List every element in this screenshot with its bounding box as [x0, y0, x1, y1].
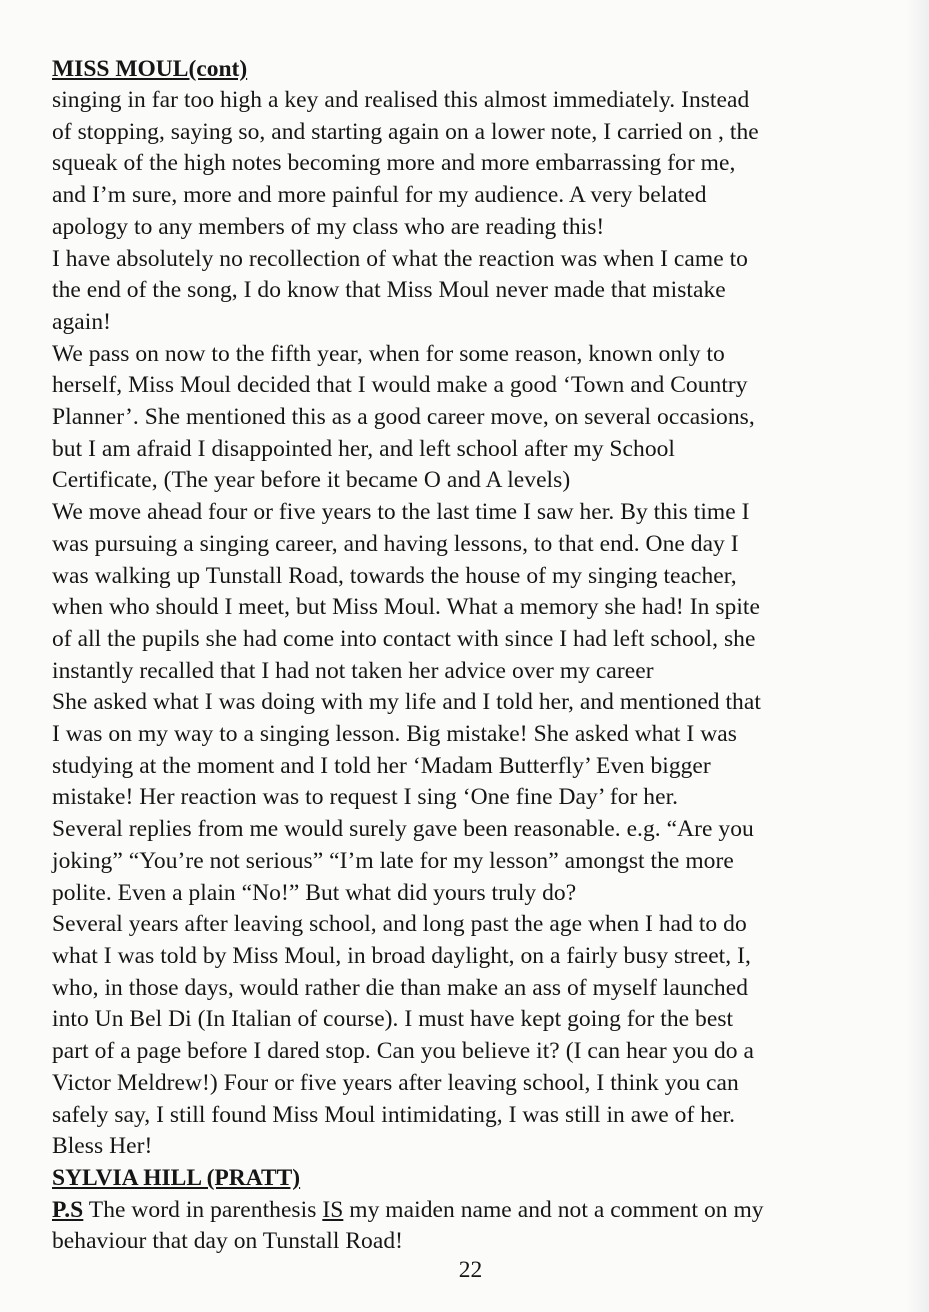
text-line: Planner’. She mentioned this as a good career move, on several occasions, [52, 404, 755, 431]
text-line: apology to any members of my class who are reading this! [52, 213, 605, 240]
postscript-text-after: my maiden name and not a comment on my [343, 1196, 764, 1223]
text-line: who, in those days, would rather die than make an ass of myself launched [52, 974, 749, 1001]
postscript-emphasis: IS [322, 1196, 344, 1223]
text-line: what I was told by Miss Moul, in broad daylight, on a fairly busy street, I, [52, 942, 751, 969]
section-heading: MISS MOUL(cont) [52, 56, 248, 82]
page-number: 22 [458, 1257, 483, 1283]
paragraph [52, 687, 889, 814]
text-line: squeak of the high notes becoming more and more embarrassing for me, [52, 150, 736, 177]
text-line: again! [52, 308, 112, 335]
text-line: of stopping, saying so, and starting again on a lower note, I carried on , the [52, 118, 759, 145]
text-line: I have absolutely no recollection of what the reaction was when I came to [52, 245, 748, 272]
text-line: and I’m sure, more and more painful for my audience. A very belated [52, 182, 707, 209]
paragraph [52, 814, 889, 909]
text-line: We move ahead four or five years to the last time I saw her. By this time I [52, 499, 750, 526]
text-line: Several years after leaving school, and long past the age when I had to do [52, 911, 747, 938]
text-line: safely say, I still found Miss Moul intimidating, I was still in awe of her. [52, 1101, 736, 1128]
body-text [52, 85, 889, 1163]
text-line: the end of the song, I do know that Miss Moul never made that mistake [52, 277, 726, 304]
paragraph [52, 244, 889, 339]
text-line: Several replies from me would surely gave been reasonable. e.g. “Are you [52, 816, 754, 843]
text-line: singing in far too high a key and realised this almost immediately. Instead [52, 87, 750, 113]
text-line: mistake! Her reaction was to request I sing ‘One fine Day’ for her. [52, 784, 679, 811]
text-line: of all the pupils she had come into contact with since I had left school, she [52, 625, 756, 652]
text-line: Victor Meldrew!) Four or five years after leaving school, I think you can [52, 1069, 739, 1096]
author-signature: SYLVIA HILL (PRATT) [52, 1164, 301, 1191]
text-line: into Un Bel Di (In Italian of course). I must have kept going for the best [52, 1006, 734, 1033]
postscript-line-1 [52, 1195, 889, 1227]
text-line: herself, Miss Moul decided that I would make a good ‘Town and Country [52, 372, 748, 399]
postscript-line-2: behaviour that day on Tunstall Road! [52, 1228, 404, 1255]
text-line: Bless Her! [52, 1133, 153, 1160]
text-line: instantly recalled that I had not taken her advice over my career [52, 657, 654, 684]
text-line: was walking up Tunstall Road, towards the house of my singing teacher, [52, 562, 737, 589]
paragraph [52, 909, 889, 1163]
paragraph [52, 497, 889, 687]
text-line: studying at the moment and I told her ‘Madam Butterfly’ Even bigger [52, 752, 711, 779]
paragraph [52, 85, 889, 244]
text-line: Certificate, (The year before it became O and A levels) [52, 467, 571, 494]
postscript-label: P.S [52, 1196, 84, 1223]
text-line: She asked what I was doing with my life and I told her, and mentioned that [52, 689, 761, 716]
postscript-text-before: The word in parenthesis [83, 1196, 323, 1223]
text-line: was pursuing a singing career, and having lessons, to that end. One day I [52, 530, 739, 557]
text-line: I was on my way to a singing lesson. Big mistake! She asked what I was [52, 721, 737, 748]
postscript [52, 1195, 889, 1258]
text-line: We pass on now to the fifth year, when for some reason, known only to [52, 340, 725, 367]
text-line: joking” “You’re not serious” “I’m late for my lesson” amongst the more [52, 847, 734, 874]
text-line: part of a page before I dared stop. Can you believe it? (I can hear you do a [52, 1038, 754, 1065]
text-line: but I am afraid I disappointed her, and left school after my School [52, 435, 676, 462]
text-line: when who should I meet, but Miss Moul. What a memory she had! In spite [52, 594, 760, 621]
text-line: polite. Even a plain “No!” But what did yours truly do? [52, 879, 577, 906]
paragraph [52, 339, 889, 498]
